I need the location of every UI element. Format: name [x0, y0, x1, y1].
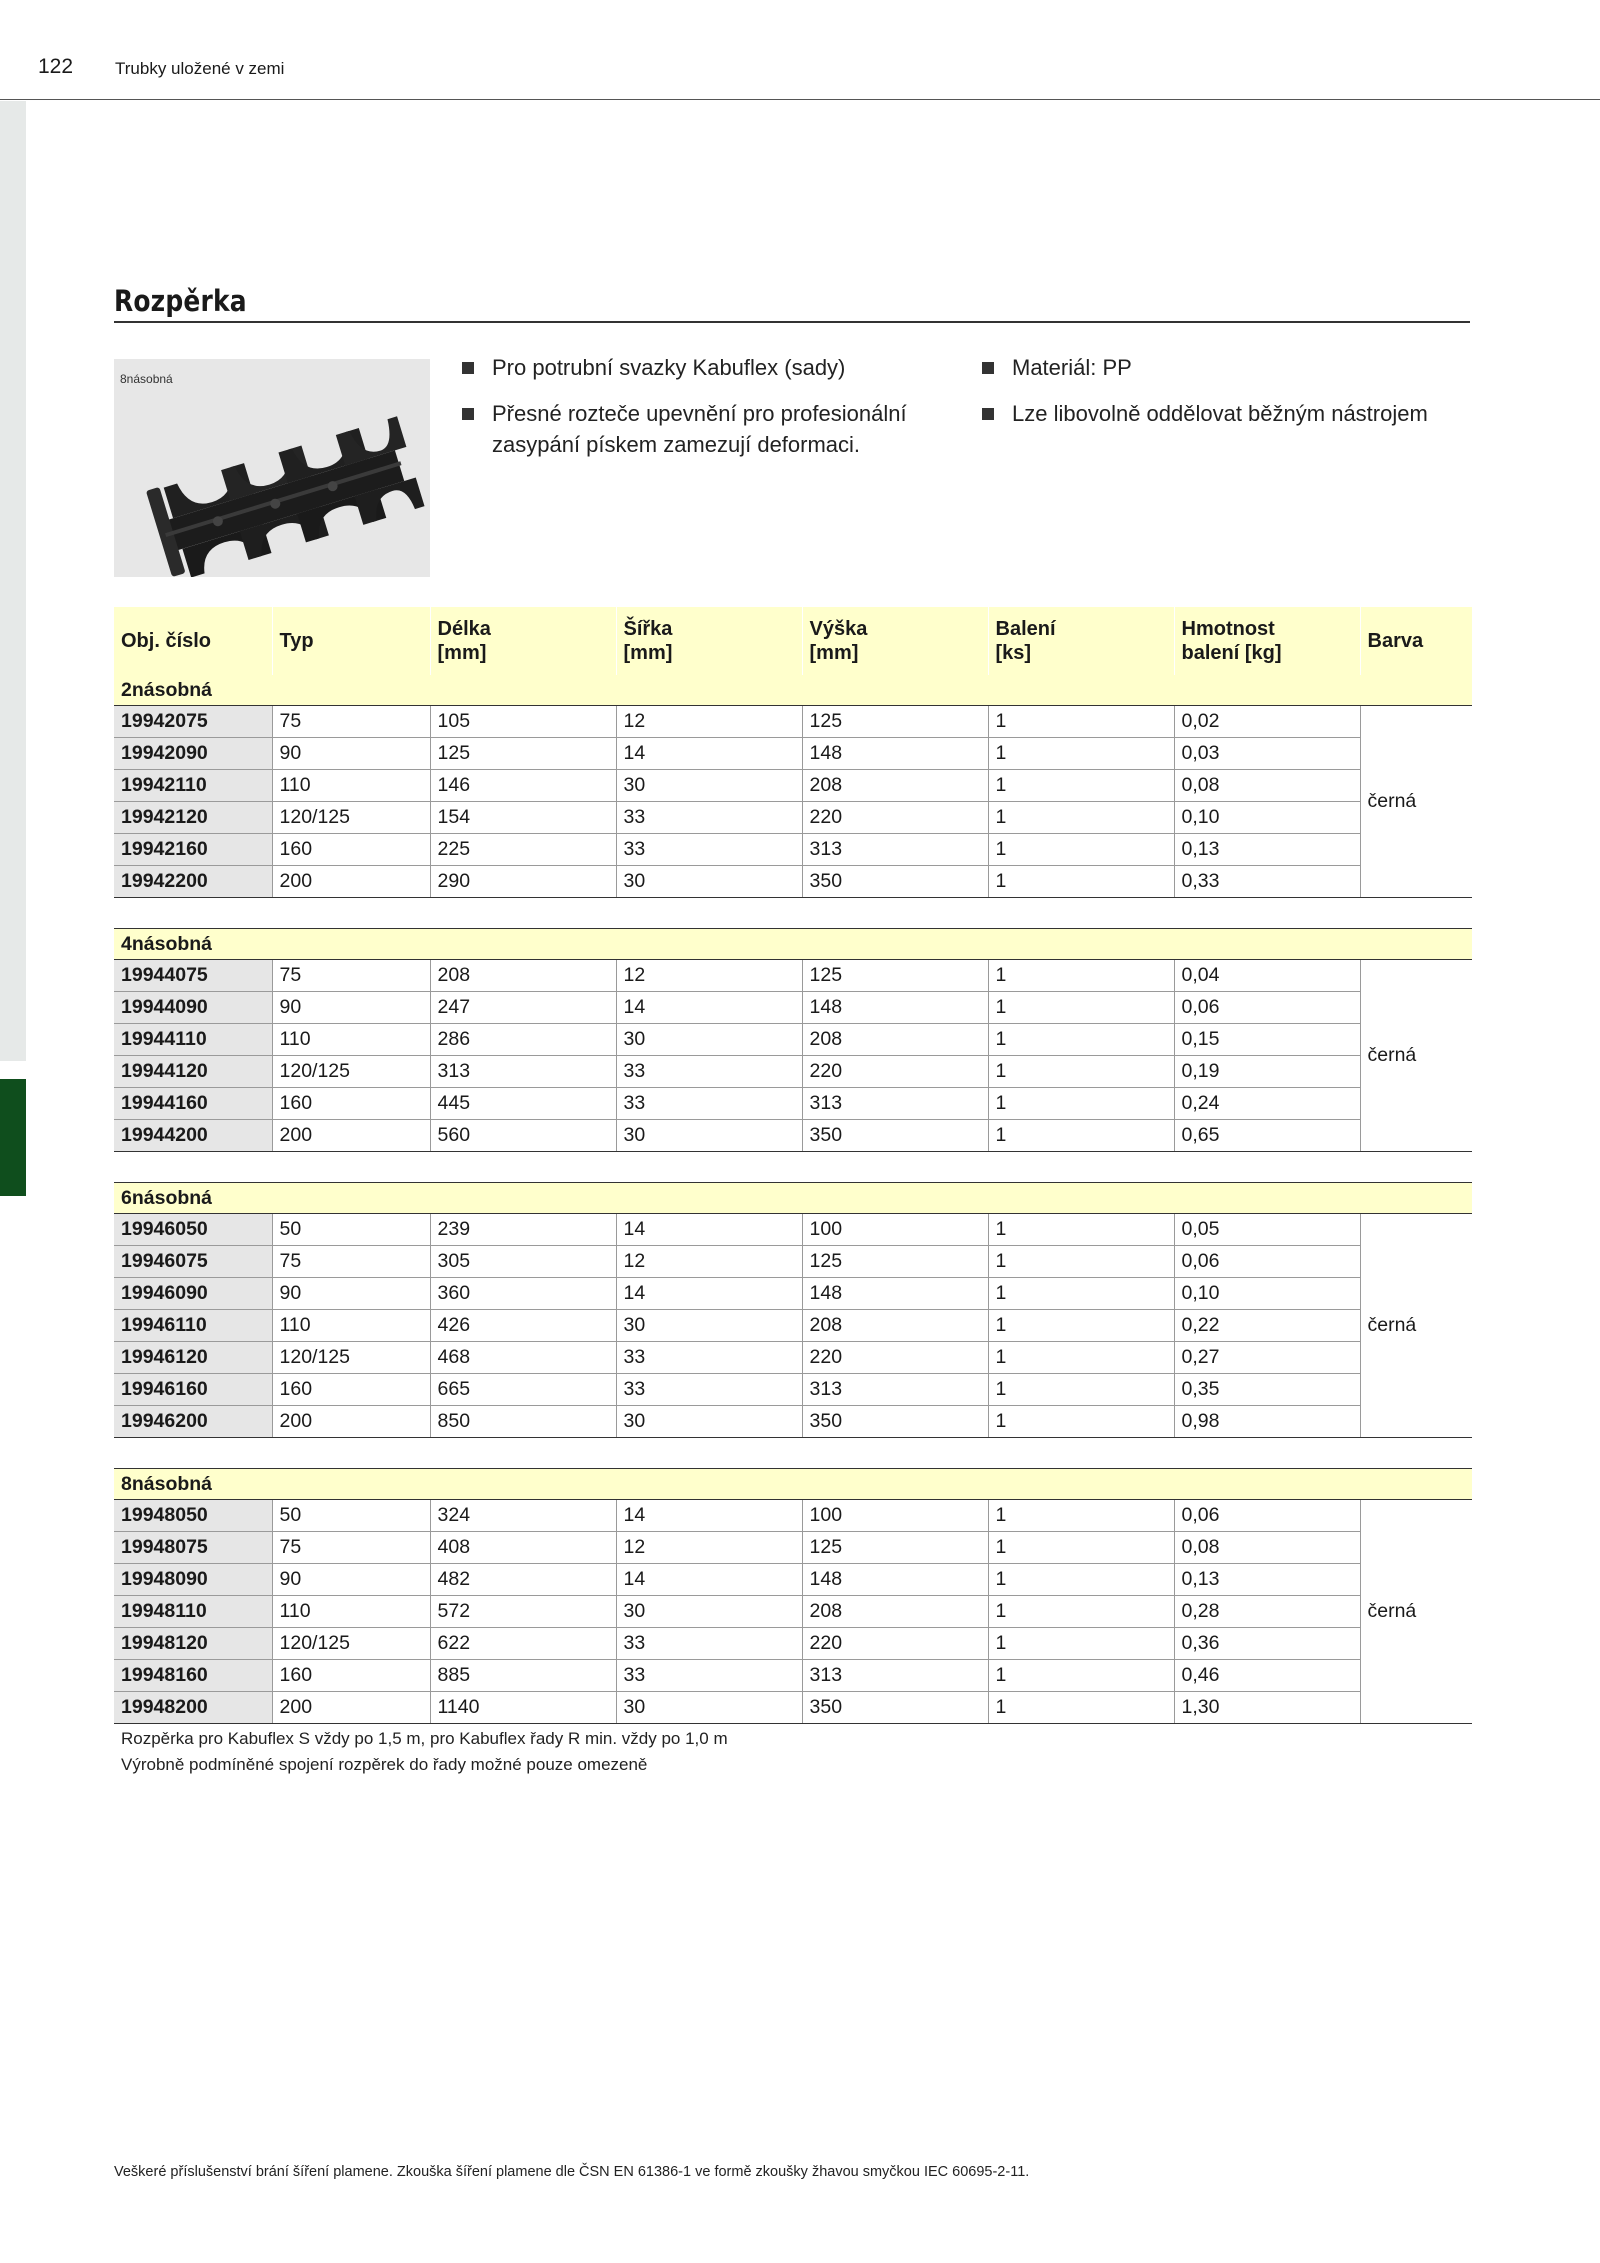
- cell-length: 154: [430, 802, 616, 834]
- photo-caption: 8násobná: [120, 372, 173, 386]
- page-number: 122: [38, 55, 74, 78]
- square-bullet-icon: [462, 408, 474, 420]
- table-note-row: [114, 1752, 1472, 1778]
- table-row: [114, 1024, 1472, 1056]
- cell-length: 125: [430, 738, 616, 770]
- cell-order-number: 19944090: [114, 992, 272, 1024]
- feature-text: Materiál: PP: [1012, 355, 1132, 380]
- cell-weight: 0,22: [1174, 1310, 1360, 1342]
- cell-height: 350: [802, 1692, 988, 1724]
- table-row: [114, 1500, 1472, 1532]
- cell-height: 313: [802, 1374, 988, 1406]
- cell-width: 12: [616, 960, 802, 992]
- cell-order-number: 19942200: [114, 866, 272, 898]
- cell-packaging: 1: [988, 1628, 1174, 1660]
- cell-type: 90: [272, 1564, 430, 1596]
- square-bullet-icon: [982, 408, 994, 420]
- cell-packaging: 1: [988, 992, 1174, 1024]
- cell-height: 148: [802, 738, 988, 770]
- cell-packaging: 1: [988, 1660, 1174, 1692]
- page-header: [38, 53, 1600, 101]
- side-tab-marker: [0, 1079, 26, 1196]
- cell-weight: 1,30: [1174, 1692, 1360, 1724]
- cell-weight: 0,13: [1174, 834, 1360, 866]
- col-header-weight: Hmotnost balení [kg]: [1174, 607, 1360, 675]
- spacer-product-image: [114, 359, 430, 577]
- cell-width: 33: [616, 1056, 802, 1088]
- cell-weight: 0,06: [1174, 1246, 1360, 1278]
- cell-length: 445: [430, 1088, 616, 1120]
- cell-length: 247: [430, 992, 616, 1024]
- table-row: [114, 1692, 1472, 1724]
- feature-text: Lze libovolně oddělovat běžným nástrojem: [1012, 401, 1428, 426]
- cell-length: 286: [430, 1024, 616, 1056]
- cell-packaging: 1: [988, 770, 1174, 802]
- cell-order-number: 19946160: [114, 1374, 272, 1406]
- cell-packaging: 1: [988, 1310, 1174, 1342]
- cell-weight: 0,19: [1174, 1056, 1360, 1088]
- cell-width: 30: [616, 1596, 802, 1628]
- cell-type: 50: [272, 1500, 430, 1532]
- cell-height: 148: [802, 992, 988, 1024]
- cell-length: 1140: [430, 1692, 616, 1724]
- cell-type: 110: [272, 770, 430, 802]
- group-spacer: [114, 1438, 1472, 1469]
- cell-weight: 0,35: [1174, 1374, 1360, 1406]
- group-label: 8násobná: [114, 1469, 1472, 1500]
- feature-text: Přesné rozteče upevnění pro profesionální zasypání pískem zamezují deformaci.: [492, 401, 907, 457]
- cell-type: 90: [272, 992, 430, 1024]
- cell-type: 160: [272, 1088, 430, 1120]
- group-header-row: [114, 675, 1472, 706]
- cell-type: 200: [272, 866, 430, 898]
- table-note: Výrobně podmíněné spojení rozpěrek do řady možné pouze omezeně: [121, 1755, 648, 1774]
- cell-height: 220: [802, 802, 988, 834]
- col-header-width: Šířka [mm]: [616, 607, 802, 675]
- cell-order-number: 19944110: [114, 1024, 272, 1056]
- cell-width: 30: [616, 1120, 802, 1152]
- cell-color: černá: [1360, 1500, 1472, 1724]
- group-spacer: [114, 1152, 1472, 1183]
- cell-height: 148: [802, 1564, 988, 1596]
- table-row: [114, 802, 1472, 834]
- cell-packaging: 1: [988, 802, 1174, 834]
- cell-length: 105: [430, 706, 616, 738]
- cell-type: 110: [272, 1310, 430, 1342]
- cell-type: 120/125: [272, 1628, 430, 1660]
- cell-length: 239: [430, 1214, 616, 1246]
- cell-weight: 0,65: [1174, 1120, 1360, 1152]
- cell-type: 75: [272, 960, 430, 992]
- section-title: Rozpěrka: [114, 284, 247, 318]
- cell-order-number: 19942090: [114, 738, 272, 770]
- cell-weight: 0,03: [1174, 738, 1360, 770]
- square-bullet-icon: [982, 362, 994, 374]
- table-row: [114, 770, 1472, 802]
- cell-order-number: 19944120: [114, 1056, 272, 1088]
- cell-type: 200: [272, 1406, 430, 1438]
- product-photo: [114, 359, 430, 577]
- cell-type: 160: [272, 834, 430, 866]
- cell-length: 408: [430, 1532, 616, 1564]
- cell-height: 125: [802, 1532, 988, 1564]
- cell-width: 14: [616, 1214, 802, 1246]
- cell-length: 146: [430, 770, 616, 802]
- cell-weight: 0,10: [1174, 1278, 1360, 1310]
- cell-weight: 0,24: [1174, 1088, 1360, 1120]
- cell-height: 100: [802, 1214, 988, 1246]
- cell-height: 220: [802, 1056, 988, 1088]
- cell-order-number: 19946090: [114, 1278, 272, 1310]
- cell-order-number: 19946075: [114, 1246, 272, 1278]
- cell-type: 200: [272, 1692, 430, 1724]
- cell-type: 160: [272, 1660, 430, 1692]
- cell-order-number: 19946200: [114, 1406, 272, 1438]
- cell-height: 208: [802, 1024, 988, 1056]
- cell-packaging: 1: [988, 834, 1174, 866]
- table-row: [114, 1660, 1472, 1692]
- cell-height: 350: [802, 1406, 988, 1438]
- cell-order-number: 19946050: [114, 1214, 272, 1246]
- cell-height: 220: [802, 1628, 988, 1660]
- table-row: [114, 1214, 1472, 1246]
- cell-order-number: 19948090: [114, 1564, 272, 1596]
- cell-length: 560: [430, 1120, 616, 1152]
- cell-packaging: 1: [988, 1278, 1174, 1310]
- cell-packaging: 1: [988, 1406, 1174, 1438]
- header-rule: [0, 99, 1600, 100]
- spec-table-body: [114, 675, 1472, 1778]
- cell-packaging: 1: [988, 1120, 1174, 1152]
- table-row: [114, 1628, 1472, 1660]
- cell-width: 33: [616, 1088, 802, 1120]
- cell-width: 30: [616, 1692, 802, 1724]
- cell-color: černá: [1360, 960, 1472, 1152]
- col-header-order-number: Obj. číslo: [114, 607, 272, 675]
- table-row: [114, 1342, 1472, 1374]
- cell-length: 468: [430, 1342, 616, 1374]
- cell-order-number: 19948075: [114, 1532, 272, 1564]
- cell-width: 30: [616, 1406, 802, 1438]
- cell-height: 350: [802, 1120, 988, 1152]
- group-header-row: [114, 1183, 1472, 1214]
- cell-weight: 0,02: [1174, 706, 1360, 738]
- cell-order-number: 19948110: [114, 1596, 272, 1628]
- cell-height: 125: [802, 1246, 988, 1278]
- cell-type: 110: [272, 1024, 430, 1056]
- table-note-row: [114, 1724, 1472, 1753]
- cell-height: 125: [802, 706, 988, 738]
- cell-length: 360: [430, 1278, 616, 1310]
- cell-height: 148: [802, 1278, 988, 1310]
- cell-width: 33: [616, 1374, 802, 1406]
- cell-width: 14: [616, 1278, 802, 1310]
- cell-height: 313: [802, 1660, 988, 1692]
- cell-packaging: 1: [988, 1088, 1174, 1120]
- table-header-row: [114, 607, 1472, 675]
- cell-order-number: 19948160: [114, 1660, 272, 1692]
- cell-color: černá: [1360, 706, 1472, 898]
- footer-note: Veškeré příslušenství brání šíření plamene. Zkouška šíření plamene dle ČSN EN 61386-1 ve formě zkoušky žhavou smyčkou IEC 60695-2-11.: [114, 2164, 1030, 2180]
- cell-packaging: 1: [988, 1500, 1174, 1532]
- group-label: 2násobná: [114, 675, 1472, 706]
- cell-length: 665: [430, 1374, 616, 1406]
- cell-width: 14: [616, 992, 802, 1024]
- cell-type: 120/125: [272, 1342, 430, 1374]
- cell-width: 30: [616, 1024, 802, 1056]
- side-tab-light: [0, 101, 26, 1061]
- cell-height: 100: [802, 1500, 988, 1532]
- feature-item: [982, 398, 1482, 429]
- group-label: 6násobná: [114, 1183, 1472, 1214]
- cell-weight: 0,33: [1174, 866, 1360, 898]
- cell-length: 290: [430, 866, 616, 898]
- cell-weight: 0,36: [1174, 1628, 1360, 1660]
- cell-width: 30: [616, 1310, 802, 1342]
- cell-length: 208: [430, 960, 616, 992]
- cell-packaging: 1: [988, 1246, 1174, 1278]
- col-header-type: Typ: [272, 607, 430, 675]
- cell-width: 14: [616, 738, 802, 770]
- cell-weight: 0,04: [1174, 960, 1360, 992]
- table-row: [114, 1564, 1472, 1596]
- cell-weight: 0,98: [1174, 1406, 1360, 1438]
- spacer-cell: [114, 1438, 1472, 1469]
- spacer-cell: [114, 898, 1472, 929]
- cell-packaging: 1: [988, 1532, 1174, 1564]
- cell-width: 12: [616, 1532, 802, 1564]
- feature-list-right: [982, 352, 1482, 444]
- table-row: [114, 1246, 1472, 1278]
- cell-length: 426: [430, 1310, 616, 1342]
- cell-weight: 0,08: [1174, 1532, 1360, 1564]
- cell-type: 120/125: [272, 1056, 430, 1088]
- table-note: Rozpěrka pro Kabuflex S vždy po 1,5 m, pro Kabuflex řady R min. vždy po 1,0 m: [121, 1729, 728, 1748]
- table-row: [114, 866, 1472, 898]
- cell-height: 208: [802, 770, 988, 802]
- table-row: [114, 960, 1472, 992]
- cell-height: 125: [802, 960, 988, 992]
- cell-height: 220: [802, 1342, 988, 1374]
- table-row: [114, 738, 1472, 770]
- cell-packaging: 1: [988, 960, 1174, 992]
- cell-order-number: 19948050: [114, 1500, 272, 1532]
- group-spacer: [114, 898, 1472, 929]
- cell-color: černá: [1360, 1214, 1472, 1438]
- cell-type: 120/125: [272, 802, 430, 834]
- cell-packaging: 1: [988, 1024, 1174, 1056]
- cell-order-number: 19944160: [114, 1088, 272, 1120]
- cell-length: 572: [430, 1596, 616, 1628]
- table-row: [114, 706, 1472, 738]
- spacer-cell: [114, 1152, 1472, 1183]
- cell-order-number: 19942075: [114, 706, 272, 738]
- cell-length: 324: [430, 1500, 616, 1532]
- feature-list-left: [462, 352, 962, 475]
- group-label: 4násobná: [114, 929, 1472, 960]
- cell-order-number: 19942160: [114, 834, 272, 866]
- col-header-length: Délka [mm]: [430, 607, 616, 675]
- cell-width: 33: [616, 1342, 802, 1374]
- feature-item: [462, 352, 962, 383]
- cell-packaging: 1: [988, 1374, 1174, 1406]
- cell-order-number: 19948120: [114, 1628, 272, 1660]
- table-row: [114, 1406, 1472, 1438]
- cell-packaging: 1: [988, 1692, 1174, 1724]
- cell-order-number: 19942120: [114, 802, 272, 834]
- section-rule: [114, 321, 1470, 323]
- cell-length: 850: [430, 1406, 616, 1438]
- cell-weight: 0,05: [1174, 1214, 1360, 1246]
- cell-weight: 0,28: [1174, 1596, 1360, 1628]
- cell-type: 90: [272, 738, 430, 770]
- table-row: [114, 1278, 1472, 1310]
- cell-order-number: 19944075: [114, 960, 272, 992]
- cell-packaging: 1: [988, 1214, 1174, 1246]
- cell-height: 313: [802, 1088, 988, 1120]
- table-row: [114, 992, 1472, 1024]
- cell-packaging: 1: [988, 1342, 1174, 1374]
- cell-weight: 0,10: [1174, 802, 1360, 834]
- cell-type: 75: [272, 1246, 430, 1278]
- cell-height: 208: [802, 1596, 988, 1628]
- cell-length: 622: [430, 1628, 616, 1660]
- cell-order-number: 19944200: [114, 1120, 272, 1152]
- table-row: [114, 1120, 1472, 1152]
- table-row: [114, 1056, 1472, 1088]
- spacer-spec-table: [114, 607, 1472, 1778]
- cell-weight: 0,15: [1174, 1024, 1360, 1056]
- cell-packaging: 1: [988, 866, 1174, 898]
- col-header-height: Výška [mm]: [802, 607, 988, 675]
- cell-height: 350: [802, 866, 988, 898]
- cell-packaging: 1: [988, 1596, 1174, 1628]
- cell-weight: 0,08: [1174, 770, 1360, 802]
- cell-type: 110: [272, 1596, 430, 1628]
- table-row: [114, 1596, 1472, 1628]
- table-row: [114, 1532, 1472, 1564]
- table-row: [114, 1374, 1472, 1406]
- cell-weight: 0,46: [1174, 1660, 1360, 1692]
- cell-weight: 0,27: [1174, 1342, 1360, 1374]
- cell-weight: 0,06: [1174, 1500, 1360, 1532]
- square-bullet-icon: [462, 362, 474, 374]
- running-title: Trubky uložené v zemi: [115, 59, 285, 78]
- cell-order-number: 19948200: [114, 1692, 272, 1724]
- group-header-row: [114, 1469, 1472, 1500]
- table-row: [114, 1310, 1472, 1342]
- col-header-color: Barva: [1360, 607, 1472, 675]
- cell-width: 12: [616, 706, 802, 738]
- feature-item: [462, 398, 962, 460]
- cell-type: 75: [272, 1532, 430, 1564]
- cell-width: 33: [616, 1660, 802, 1692]
- cell-width: 12: [616, 1246, 802, 1278]
- feature-text: Pro potrubní svazky Kabuflex (sady): [492, 355, 846, 380]
- cell-length: 225: [430, 834, 616, 866]
- cell-type: 200: [272, 1120, 430, 1152]
- cell-width: 33: [616, 802, 802, 834]
- cell-width: 14: [616, 1564, 802, 1596]
- cell-height: 208: [802, 1310, 988, 1342]
- cell-type: 75: [272, 706, 430, 738]
- cell-type: 50: [272, 1214, 430, 1246]
- cell-width: 33: [616, 834, 802, 866]
- cell-width: 30: [616, 866, 802, 898]
- table-row: [114, 1088, 1472, 1120]
- cell-order-number: 19946110: [114, 1310, 272, 1342]
- cell-width: 14: [616, 1500, 802, 1532]
- group-header-row: [114, 929, 1472, 960]
- cell-type: 160: [272, 1374, 430, 1406]
- cell-packaging: 1: [988, 706, 1174, 738]
- cell-packaging: 1: [988, 1056, 1174, 1088]
- feature-item: [982, 352, 1482, 383]
- cell-packaging: 1: [988, 738, 1174, 770]
- cell-weight: 0,06: [1174, 992, 1360, 1024]
- cell-width: 30: [616, 770, 802, 802]
- cell-weight: 0,13: [1174, 1564, 1360, 1596]
- cell-height: 313: [802, 834, 988, 866]
- cell-packaging: 1: [988, 1564, 1174, 1596]
- col-header-packaging: Balení [ks]: [988, 607, 1174, 675]
- cell-order-number: 19946120: [114, 1342, 272, 1374]
- cell-length: 885: [430, 1660, 616, 1692]
- cell-order-number: 19942110: [114, 770, 272, 802]
- cell-type: 90: [272, 1278, 430, 1310]
- cell-length: 305: [430, 1246, 616, 1278]
- table-row: [114, 834, 1472, 866]
- cell-length: 313: [430, 1056, 616, 1088]
- cell-width: 33: [616, 1628, 802, 1660]
- cell-length: 482: [430, 1564, 616, 1596]
